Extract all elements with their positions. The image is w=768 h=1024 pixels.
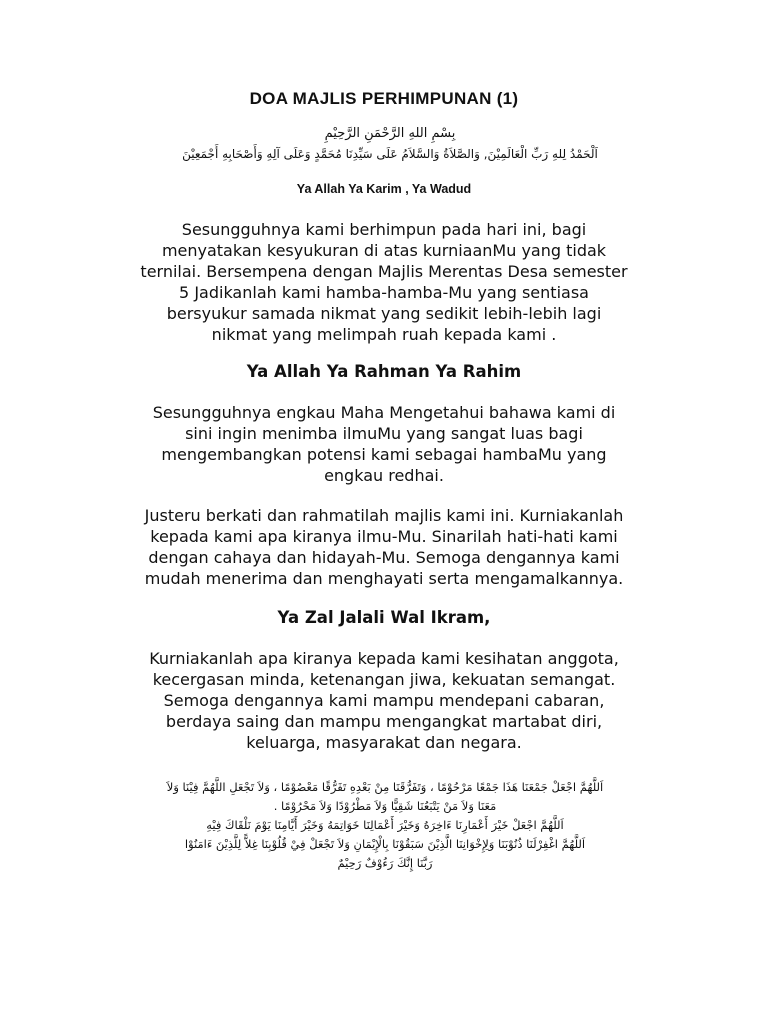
paragraph-line: Kurniakanlah apa kiranya kepada kami kesihatan anggota, [149, 649, 619, 668]
arabic-closing-prayer [120, 778, 650, 873]
paragraph-line: mudah menerima dan menghayati serta mengamalkannya. [144, 569, 624, 588]
paragraph-line: berdaya saing dan mampu mengangkat martabat diri, [165, 712, 603, 731]
basmala-line: بِسْمِ اللهِ الرَّحْمَنِ الرَّحِيْمِ [324, 126, 456, 141]
arabic-prayer-line: اَللَّهُمَّ اغْفِرْلَنَا ذُنُوْبَنَا وَلِإِخْوَانِنَا الَّذِيْنَ سَبَقُوْنَا بِالْإِيْمَانِ وَلاَ تَجْعَلْ فِيْ قُلُوْبِنَا غِلاًّ لِلَّذِيْنَ ءَامَنُوْا [184, 837, 586, 851]
arabic-prayer-line: اَللَّهُمَّ اجْعَلْ خَيْرَ أَعْمَارِنَا ءَاخِرَهُ وَخَيْرَ أَعْمَالِنَا خَوَاتِمَهُ وَخَيْرَ أَيَّامِنَا يَوْمَ نَلْقَاكَ فِيْهِ [206, 818, 564, 832]
paragraph-line: sini ingin menimba ilmuMu yang sangat luas bagi [185, 424, 583, 443]
paragraph-line: kecergasan minda, ketenangan jiwa, kekuatan semangat. [152, 670, 616, 689]
arabic-prayer-line: رَبَّنَا إِنَّكَ رَءُوْفٌ رَحِيْمٌ [337, 856, 433, 870]
paragraph-blessing [110, 505, 658, 589]
hamdalah-line: اَلْحَمْدُ لِلهِ رَبِّ الْعَالَمِيْنَ, وَالصَّلاَةُ وَالسَّلاَمُ عَلَى سَيِّدِنَا مُحَمَّدٍ وَعَلَى آلِهِ وَأَصْحَابِهِ أَجْمَعِيْنَ [182, 147, 598, 161]
paragraph-line: kepada kami apa kiranya ilmu-Mu. Sinarilah hati-hati kami [150, 527, 618, 546]
arabic-prayer-line: مَعَنَا وَلاَ مَنْ يَتْبَعُنَا شَقِيًّا وَلاَ مَطْرُوْدًا وَلاَ مَحْرُوْمًا . [273, 799, 497, 813]
heading-ya-zal-jalali: Ya Zal Jalali Wal Ikram, [277, 608, 491, 627]
paragraph-line: dengan cahaya dan hidayah-Mu. Semoga dengannya kami [148, 548, 620, 567]
paragraph-line: ternilai. Bersempena dengan Majlis Merentas Desa semester [140, 262, 628, 281]
paragraph-line: Sesungguhnya engkau Maha Mengetahui bahawa kami di [152, 403, 616, 422]
paragraph-line: 5 Jadikanlah kami hamba-hamba-Mu yang sentiasa [179, 283, 589, 302]
document-title: DOA MAJLIS PERHIMPUNAN (1) [249, 89, 519, 108]
arabic-prayer-line: اَللَّهُمَّ اجْعَلْ جَمْعَنَا هَذَا جَمْعًا مَرْحُوْمًا ، وَتَفَرُّقَنَا مِنْ بَعْدِهِ تَفَرُّقًا مَعْصُوْمًا ، وَلاَ تَجْعَلِ اللَّهُمَّ فِيْنَا وَلاَ [166, 780, 604, 794]
paragraph-line: nikmat yang melimpah ruah kepada kami . [211, 325, 557, 344]
paragraph-line: keluarga, masyarakat dan negara. [246, 733, 522, 752]
heading-ya-rahman: Ya Allah Ya Rahman Ya Rahim [246, 362, 522, 381]
paragraph-line: Semoga dengannya kami mampu mendepani cabaran, [163, 691, 605, 710]
paragraph-gratitude [110, 219, 658, 345]
paragraph-line: Sesungguhnya kami berhimpun pada hari ini, bagi [181, 220, 587, 239]
arabic-opening [150, 124, 630, 164]
paragraph-wellbeing [110, 648, 658, 753]
paragraph-line: mengembangkan potensi kami sebagai hambaMu yang [161, 445, 607, 464]
paragraph-line: menyatakan kesyukuran di atas kurniaanMu yang tidak [161, 241, 607, 260]
paragraph-line: bersyukur samada nikmat yang sedikit lebih-lebih lagi [166, 304, 602, 323]
paragraph-line: engkau redhai. [324, 466, 444, 485]
paragraph-knowledge [110, 402, 658, 486]
subheading-ya-karim: Ya Allah Ya Karim , Ya Wadud [296, 182, 472, 196]
paragraph-line: Justeru berkati dan rahmatilah majlis kami ini. Kurniakanlah [144, 506, 624, 525]
